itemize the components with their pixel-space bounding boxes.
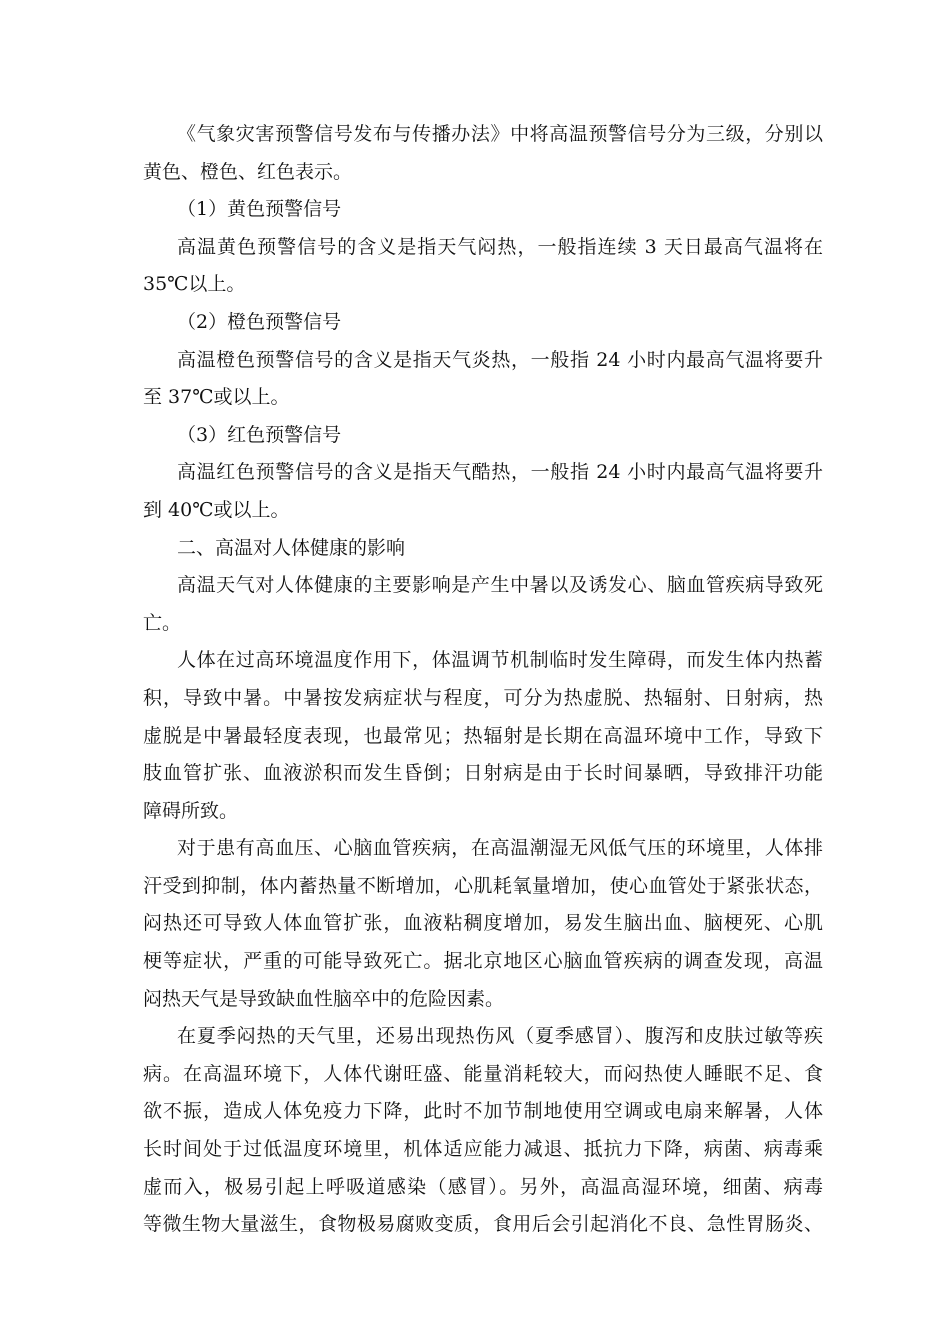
- text-line: 《气象灾害预警信号发布与传播办法》中将高温预警信号分为三级，分别以: [177, 123, 823, 145]
- paragraph-heatstroke: [143, 642, 823, 830]
- text-line: 35℃以上。: [143, 273, 246, 296]
- heading-red-warning: [143, 417, 823, 455]
- text-line: （1）黄色预警信号: [177, 198, 342, 221]
- paragraph-summer-illness: [143, 1018, 823, 1244]
- text-line: 障碍所致。: [143, 799, 239, 822]
- text-line: 虚而入，极易引起上呼吸道感染（感冒）。另外，高温高湿环境，细菌、病毒: [143, 1175, 823, 1198]
- text-line: 病。在高温环境下，人体代谢旺盛、能量消耗较大，而闷热使人睡眠不足、食: [143, 1062, 823, 1085]
- text-line: 高温红色预警信号的含义是指天气酷热，一般指 24 小时内最高气温将要升: [177, 461, 823, 484]
- heading-yellow-warning: [143, 191, 823, 229]
- text-line: 高温黄色预警信号的含义是指天气闷热，一般指连续 3 天日最高气温将在: [177, 235, 823, 258]
- text-line: 高温橙色预警信号的含义是指天气炎热，一般指 24 小时内最高气温将要升: [177, 348, 823, 371]
- text-line: 虚脱是中暑最轻度表现，也最常见；热辐射是长期在高温环境中工作，导致下: [143, 724, 823, 747]
- text-line: 欲不振，造成人体免疫力下降，此时不加节制地使用空调或电扇来解暑，人体: [143, 1100, 823, 1123]
- paragraph-main-impact: [143, 567, 823, 642]
- text-line: 肢血管扩张、血液淤积而发生昏倒；日射病是由于长时间暴晒，导致排汗功能: [143, 762, 823, 785]
- document-page: [143, 116, 823, 1244]
- paragraph-yellow-warning: [143, 229, 823, 304]
- text-line: 长时间处于过低温度环境里，机体适应能力减退、抵抗力下降，病菌、病毒乘: [143, 1138, 823, 1161]
- text-line: （2）橙色预警信号: [177, 310, 342, 333]
- text-line: 梗等症状，严重的可能导致死亡。据北京地区心脑血管疾病的调查发现，高温: [143, 950, 823, 973]
- text-line: 在夏季闷热的天气里，还易出现热伤风（夏季感冒）、腹泻和皮肤过敏等疾: [177, 1025, 823, 1048]
- text-line: 人体在过高环境温度作用下，体温调节机制临时发生障碍，而发生体内热蓄: [177, 649, 823, 672]
- text-line: 闷热还可导致人体血管扩张，血液粘稠度增加，易发生脑出血、脑梗死、心肌: [143, 912, 823, 935]
- heading-orange-warning: [143, 304, 823, 342]
- paragraph-cardiovascular: [143, 830, 823, 1018]
- section-heading-health-impact: [143, 530, 823, 568]
- paragraph-intro: [143, 116, 823, 191]
- text-line: 到 40℃或以上。: [143, 498, 290, 521]
- text-line: 汗受到抑制，体内蓄热量不断增加，心肌耗氧量增加，使心血管处于紧张状态，: [143, 874, 823, 897]
- text-line: （3）红色预警信号: [177, 423, 342, 446]
- text-line: 闷热天气是导致缺血性脑卒中的危险因素。: [143, 987, 505, 1010]
- text-line: 等微生物大量滋生，食物极易腐败变质，食用后会引起消化不良、急性胃肠炎、: [143, 1213, 823, 1236]
- paragraph-red-warning: [143, 454, 823, 529]
- text-line: 黄色、橙色、红色表示。: [143, 160, 353, 183]
- text-line: 积，导致中暑。中暑按发病症状与程度，可分为热虚脱、热辐射、日射病，热: [143, 686, 823, 709]
- text-line: 高温天气对人体健康的主要影响是产生中暑以及诱发心、脑血管疾病导致死: [177, 574, 823, 597]
- paragraph-orange-warning: [143, 342, 823, 417]
- text-line: 亡。: [143, 611, 182, 634]
- text-line: 对于患有高血压、心脑血管疾病，在高温潮湿无风低气压的环境里，人体排: [177, 837, 823, 860]
- text-line: 至 37℃或以上。: [143, 386, 290, 409]
- text-line: 二、高温对人体健康的影响: [177, 536, 406, 559]
